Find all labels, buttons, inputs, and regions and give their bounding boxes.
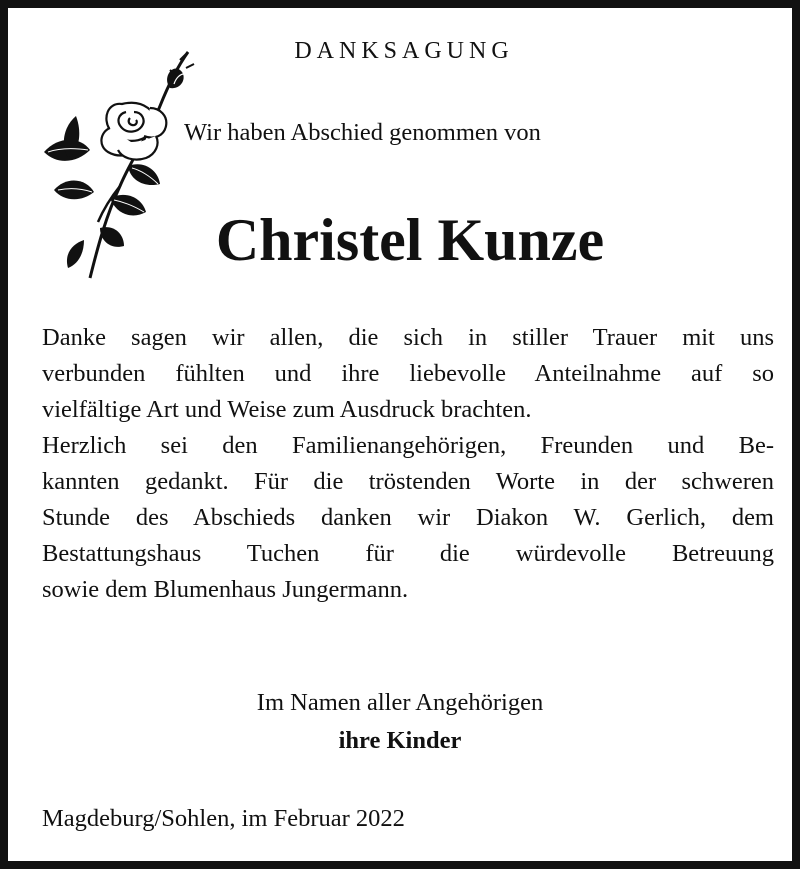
message-line: Herzlich sei den Familienangehörigen, Freunden und Be-: [42, 432, 774, 459]
message-line: Stunde des Abschieds danken wir Diakon W. Gerlich, dem: [42, 504, 774, 531]
message-line: Bestattungshaus Tuchen für die würdevolle Betreuung: [42, 540, 774, 567]
closing-block: [8, 684, 792, 760]
place-date: Magdeburg/Sohlen, im Februar 2022: [42, 805, 405, 832]
message-body: [42, 320, 774, 608]
closing-text: Im Namen aller Angehörigen: [256, 689, 544, 716]
message-line: vielfältige Art und Weise zum Ausdruck brachten.: [42, 396, 532, 423]
intro-text: Wir haben Abschied genommen von: [184, 119, 541, 146]
message-line: sowie dem Blumenhaus Jungermann.: [42, 576, 409, 603]
notice-heading: DANKSAGUNG: [294, 38, 514, 64]
message-line: Danke sagen wir allen, die sich in stiller Trauer mit uns: [42, 324, 774, 351]
signature: ihre Kinder: [338, 727, 462, 754]
message-line: kannten gedankt. Für die tröstenden Worte in der schweren: [42, 468, 774, 495]
deceased-name: Christel Kunze: [215, 207, 605, 273]
message-line: verbunden fühlten und ihre liebevolle Anteilnahme auf so: [42, 360, 774, 387]
